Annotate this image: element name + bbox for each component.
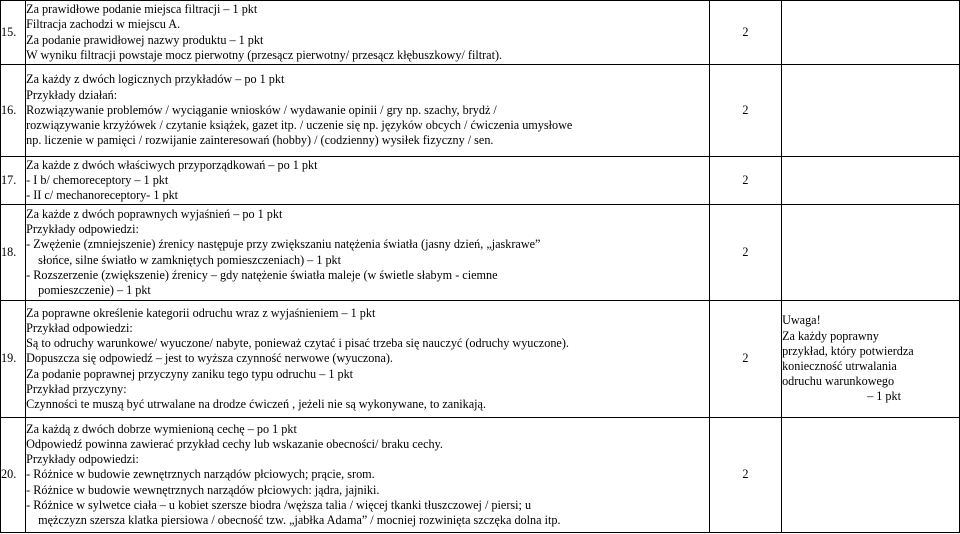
notes-cell xyxy=(782,157,960,205)
criteria-line: Za każdy z dwóch logicznych przykładów – po 1 pkt xyxy=(26,72,285,87)
criteria-line: pomieszczenie) – 1 pkt xyxy=(38,282,151,297)
answer-criteria xyxy=(26,301,710,418)
criteria-line: Są to odruchy warunkowe/ wyuczone/ nabyte, ponieważ czytać i pisać trzeba się nauczyć (odruchy wyuczone). xyxy=(26,336,569,351)
criteria-line: - I b/ chemoreceptory – 1 pkt xyxy=(26,172,169,187)
answer-criteria xyxy=(26,157,710,205)
points-value: 2 xyxy=(709,1,781,65)
table-row xyxy=(1,418,960,533)
criteria-line: Za podanie prawidłowej nazwy produktu – 1 pkt xyxy=(26,32,264,47)
criteria-line: Przykład odpowiedzi: xyxy=(26,320,133,335)
criteria-line: Za podanie poprawnej przyczyny zaniku tego typu odruchu – 1 pkt xyxy=(26,366,354,381)
criteria-line: Za każde z dwóch właściwych przyporządkowań – po 1 pkt xyxy=(26,157,318,172)
question-number: 16. xyxy=(1,65,26,157)
note-points: – 1 pkt xyxy=(867,389,901,404)
criteria-line: - Różnice w sylwetce ciała – u kobiet szersze biodra /węższa talia / więcej tkanki tłuszczowej / piersi; u xyxy=(26,497,532,512)
criteria-line: - Różnice w budowie zewnętrznych narządów płciowych; prącie, srom. xyxy=(26,467,375,482)
note-line: Za każdy poprawny xyxy=(782,328,879,343)
criteria-line: mężczyzn szersza klatka piersiowa / obecność tzw. „jabłka Adama” / mocniej rozwinięta szczęka dolna itp. xyxy=(38,513,561,527)
answer-criteria xyxy=(26,205,710,301)
criteria-line: Za każde z dwóch poprawnych wyjaśnień – po 1 pkt xyxy=(26,206,283,221)
criteria-line: - Zwężenie (zmniejszenie) źrenicy następuje przy zwiększaniu natężenia światła (jasny dzień, „jaskrawe” xyxy=(26,237,541,252)
criteria-line: W wyniku filtracji powstaje mocz pierwotny (przesącz pierwotny/ przesącz kłębuszkowy/ filtrat). xyxy=(26,47,503,62)
criteria-line: Za poprawne określenie kategorii odruchu wraz z wyjaśnieniem – 1 pkt xyxy=(26,305,376,320)
criteria-line: Rozwiązywanie problemów / wyciąganie wniosków / wydawanie opinii / gry np. szachy, brydż / xyxy=(26,102,497,117)
criteria-line: Przykład przyczyny: xyxy=(26,381,127,396)
criteria-line: Przykłady działań: xyxy=(26,87,118,102)
question-number: 19. xyxy=(1,301,26,418)
criteria-line: Dopuszcza się odpowiedź – jest to wyższa czynność nerwowe (wyuczona). xyxy=(26,351,393,366)
notes-cell xyxy=(782,301,960,418)
criteria-line: rozwiązywanie krzyżówek / czytanie książek, gazet itp. / uczenie się np. języków obcych / ćwiczenia umysłowe xyxy=(26,118,573,133)
table-row xyxy=(1,301,960,418)
question-number: 17. xyxy=(1,157,26,205)
note-line: odruchu warunkowego xyxy=(782,374,895,389)
points-value: 2 xyxy=(709,301,781,418)
criteria-line: Odpowiedź powinna zawierać przykład cechy lub wskazanie obecności/ braku cechy. xyxy=(26,436,443,451)
answer-criteria xyxy=(26,65,710,157)
criteria-line: Przykłady odpowiedzi: xyxy=(26,452,139,467)
notes-cell xyxy=(782,418,960,533)
question-number: 15. xyxy=(1,1,26,65)
table-row xyxy=(1,205,960,301)
points-value: 2 xyxy=(709,157,781,205)
notes-cell xyxy=(782,65,960,157)
criteria-line: Czynności te muszą być utrwalane na drodze ćwiczeń , jeżeli nie są wykonywane, to zanikają. xyxy=(26,397,487,411)
points-value: 2 xyxy=(709,65,781,157)
criteria-line: słońce, silne światło w zamkniętych pomieszczeniach) – 1 pkt xyxy=(38,252,342,267)
table-row xyxy=(1,65,960,157)
note-line: konieczność utrwalania xyxy=(782,359,897,373)
table-row xyxy=(1,157,960,205)
criteria-line: - II c/ mechanoreceptory- 1 pkt xyxy=(26,188,179,203)
points-value: 2 xyxy=(709,205,781,301)
criteria-line: np. liczenie w pamięci / rozwijanie zainteresowań (hobby) / (codzienny) wysiłek fizyczny / sen. xyxy=(26,133,494,148)
answer-criteria xyxy=(26,418,710,533)
criteria-line: Filtracja zachodzi w miejscu A. xyxy=(26,17,181,32)
question-number: 18. xyxy=(1,205,26,301)
table-row xyxy=(1,1,960,65)
note-line: przykład, który potwierdza xyxy=(782,343,914,358)
criteria-line: Za prawidłowe podanie miejsca filtracji – 1 pkt xyxy=(26,2,258,17)
criteria-line: Przykłady odpowiedzi: xyxy=(26,222,139,237)
criteria-line: - Różnice w budowie wewnętrznych narządów płciowych: jądra, jajniki. xyxy=(26,482,380,497)
answer-criteria xyxy=(26,1,710,65)
points-value: 2 xyxy=(709,418,781,533)
note-line: Uwaga! xyxy=(782,313,821,328)
criteria-line: - Rozszerzenie (zwiększenie) źrenicy – gdy natężenie światła maleje (w świetle słabym - ciemne xyxy=(26,267,498,282)
criteria-line: Za każdą z dwóch dobrze wymienioną cechę – po 1 pkt xyxy=(26,421,297,436)
notes-cell xyxy=(782,205,960,301)
notes-cell xyxy=(782,1,960,65)
question-number: 20. xyxy=(1,418,26,533)
